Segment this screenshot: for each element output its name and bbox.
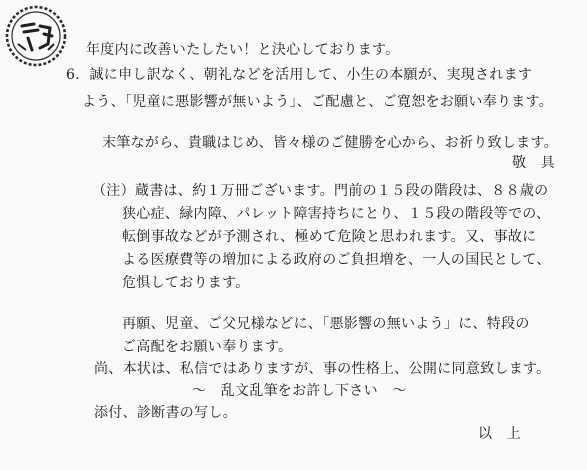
request-line-2: ご高配をお願い奉ります。 xyxy=(122,339,293,355)
note-line-1: （注）蔵書は、約１万冊ございます。門前の１５段の階段は、８８歳の xyxy=(92,183,549,199)
note-line-4: よる医療費等の増加による政府のご負担増を、一人の国民として、 xyxy=(122,252,551,268)
disclosure-line: 尚、本状は、私信ではありますが、事の性格上、公開に同意致します。 xyxy=(94,361,551,377)
ijou: 以 上 xyxy=(478,426,521,442)
text-line: 年度内に改善いたしたい！と決心しております。 xyxy=(86,42,400,58)
attachment-line: 添付、診断書の写し。 xyxy=(94,405,237,421)
keigu: 敬 具 xyxy=(512,155,555,171)
closing-line: 末筆ながら、貴職はじめ、皆々様のご健勝を心から、お祈り致します。 xyxy=(102,135,558,151)
note-line-5: 危惧しております。 xyxy=(122,275,250,291)
apology-line: ～ 乱文乱筆をお許し下さい ～ xyxy=(192,383,407,399)
note-line-2: 狭心症、緑内障、パレット障害持ちにとり、１５段の階段等での、 xyxy=(122,206,551,222)
request-line-1: 再願、児童、ご父兄様などに、「悪影響の無いよう」に、特段の xyxy=(122,316,530,332)
note-line-3: 転倒事故などが予測され、極めて危険と思われます。又、事故に xyxy=(122,229,537,245)
seal-stamp xyxy=(4,4,68,68)
item-6-line-1: 6．誠に申し訳なく、朝礼などを活用して、小生の本願が、実現されます xyxy=(66,67,533,83)
item-6-line-2: よう、「児童に悪影響が無いよう」、ご配慮と、ご寛恕をお願い奉ります。 xyxy=(82,94,554,110)
